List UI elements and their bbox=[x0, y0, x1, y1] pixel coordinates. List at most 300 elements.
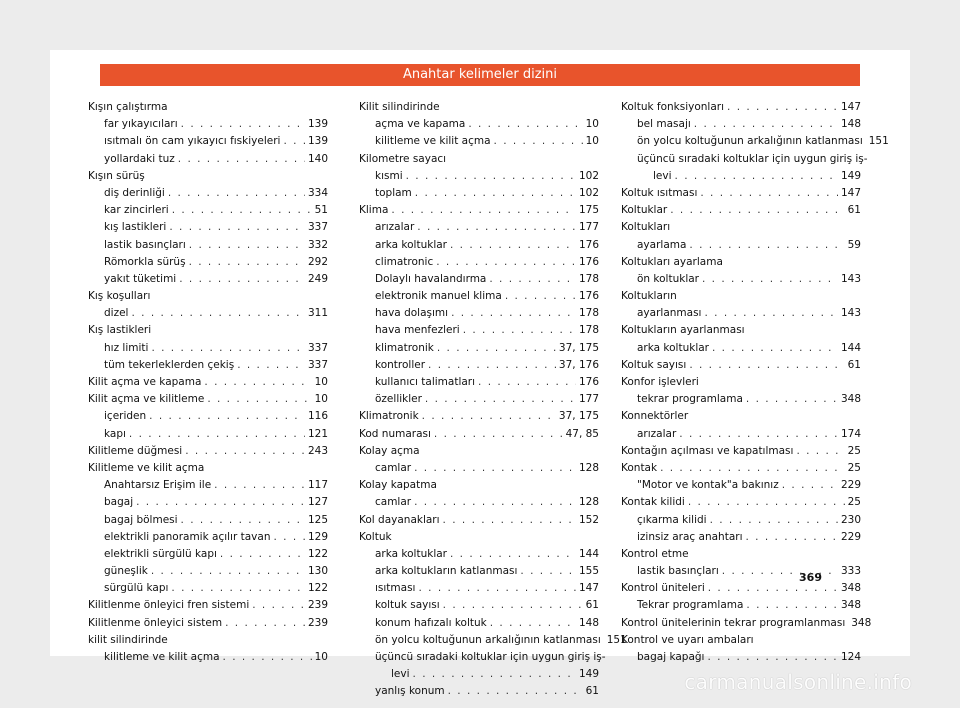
index-entry-term: camlar bbox=[375, 461, 412, 474]
index-entry bbox=[359, 512, 599, 529]
leader-dots bbox=[185, 443, 305, 460]
index-entry-page: 178 bbox=[578, 272, 599, 285]
index-entry bbox=[88, 322, 328, 339]
leader-dots bbox=[660, 460, 845, 477]
index-entry-term: far yıkayıcıları bbox=[104, 118, 178, 131]
index-title-banner: Anahtar kelimeler dizini bbox=[100, 64, 860, 86]
index-entry bbox=[621, 151, 868, 168]
leader-dots bbox=[782, 477, 838, 494]
index-entry-page: 151 bbox=[606, 633, 627, 646]
index-entry bbox=[88, 615, 328, 632]
leader-dots bbox=[252, 597, 305, 614]
index-entry-page: 25 bbox=[847, 444, 861, 457]
index-entry-term: yakıt tüketimi bbox=[104, 272, 177, 285]
leader-dots bbox=[722, 563, 838, 580]
index-entry-term: kullanıcı talimatları bbox=[375, 376, 476, 388]
index-entry-term: tekrar programlama bbox=[637, 393, 743, 406]
index-entry-term: arka koltukların katlanması bbox=[375, 565, 518, 578]
index-entry-term: yanlış konum bbox=[375, 685, 445, 698]
index-entry bbox=[359, 288, 599, 305]
index-entry bbox=[359, 649, 606, 666]
index-entry bbox=[621, 254, 861, 271]
index-entry-page: 239 bbox=[307, 599, 328, 612]
index-entry bbox=[359, 391, 599, 408]
leader-dots bbox=[702, 271, 838, 288]
index-entry bbox=[88, 202, 328, 219]
index-entry-page: 249 bbox=[307, 272, 328, 285]
index-entry-term: camlar bbox=[375, 496, 412, 509]
index-entry-term: ısıtmalı ön cam yıkayıcı fıskiyeleri bbox=[104, 135, 281, 148]
index-entry bbox=[359, 546, 599, 563]
index-entry-page: 139 bbox=[307, 135, 328, 148]
index-entry-term: dizel bbox=[104, 307, 129, 320]
index-entry bbox=[621, 219, 861, 236]
index-entry bbox=[621, 529, 861, 546]
index-entry-term: kontroller bbox=[375, 358, 426, 371]
index-entry-term: sürgülü kapı bbox=[104, 582, 169, 595]
leader-dots bbox=[151, 340, 305, 357]
index-entry-page: 143 bbox=[840, 272, 861, 285]
index-entry-term: klimatronik bbox=[375, 341, 434, 354]
leader-dots bbox=[520, 563, 576, 580]
index-entry-term: kar zincirleri bbox=[104, 204, 169, 217]
index-entry bbox=[359, 219, 599, 236]
index-entry-term: Kilit açma ve kilitleme bbox=[88, 393, 205, 406]
leader-dots bbox=[237, 357, 305, 374]
index-entry-term: Kontağın açılması ve kapatılması bbox=[621, 444, 794, 457]
index-entry-term: Kilitleme ve kilit açma bbox=[88, 461, 205, 474]
index-entry-page: 121 bbox=[307, 427, 328, 440]
index-entry-page: 37, 175 bbox=[558, 410, 599, 423]
index-entry bbox=[621, 580, 861, 597]
leader-dots bbox=[418, 580, 575, 597]
index-entry bbox=[621, 426, 861, 443]
index-entry bbox=[88, 133, 328, 150]
index-entry-term: içeriden bbox=[104, 410, 147, 423]
index-entry-page: 37, 175 bbox=[558, 341, 599, 354]
index-entry-page: 178 bbox=[578, 324, 599, 337]
leader-dots bbox=[746, 529, 838, 546]
index-entry bbox=[88, 151, 328, 168]
index-entry-page: 292 bbox=[307, 255, 328, 268]
leader-dots bbox=[494, 133, 583, 150]
index-entry bbox=[88, 237, 328, 254]
index-entry-term: lastik basınçları bbox=[637, 565, 719, 578]
leader-dots bbox=[214, 477, 305, 494]
index-entry-term: Kilitleme düğmesi bbox=[88, 444, 183, 457]
index-entry-page: 37, 176 bbox=[558, 358, 599, 371]
index-entry bbox=[88, 408, 328, 425]
index-entry-term: Klima bbox=[359, 204, 389, 217]
index-entry-page: 178 bbox=[578, 307, 599, 320]
leader-dots bbox=[675, 168, 838, 185]
index-entry-term: ön koltuklar bbox=[637, 272, 699, 285]
index-entry bbox=[621, 185, 861, 202]
index-entry-term: tüm tekerleklerden çekiş bbox=[104, 358, 235, 371]
index-entry-term: arızalar bbox=[637, 427, 677, 440]
leader-dots bbox=[450, 546, 576, 563]
index-entry-page: 337 bbox=[307, 341, 328, 354]
index-entry-page: 147 bbox=[578, 582, 599, 595]
index-entry bbox=[88, 288, 328, 305]
index-entry-term: Konnektörler bbox=[621, 410, 689, 423]
index-entry-term: levi bbox=[653, 169, 672, 182]
index-entry-page: 230 bbox=[840, 513, 861, 526]
index-entry bbox=[88, 168, 328, 185]
index-entry-term: arızalar bbox=[375, 221, 415, 234]
index-entry bbox=[88, 649, 328, 666]
index-entry-term: Kış koşulları bbox=[88, 290, 151, 303]
index-entry bbox=[88, 357, 328, 374]
index-entry-page: 348 bbox=[840, 582, 861, 595]
index-entry bbox=[359, 202, 599, 219]
leader-dots bbox=[689, 237, 844, 254]
index-entry-term: arka koltuklar bbox=[637, 341, 709, 354]
index-entry-term: özellikler bbox=[375, 393, 422, 406]
index-entry-term: diş derinliği bbox=[104, 186, 165, 199]
index-entry bbox=[621, 305, 861, 322]
leader-dots bbox=[181, 512, 305, 529]
index-entry bbox=[88, 185, 328, 202]
leader-dots bbox=[468, 116, 582, 133]
index-entry-term: Römorkla sürüş bbox=[104, 255, 186, 268]
index-entry-term: hava menfezleri bbox=[375, 324, 460, 337]
leader-dots bbox=[436, 254, 576, 271]
index-entry bbox=[621, 202, 861, 219]
index-entry-term: kilit silindirinde bbox=[88, 633, 168, 646]
index-entry bbox=[359, 237, 599, 254]
leader-dots bbox=[425, 391, 576, 408]
leader-dots bbox=[796, 443, 844, 460]
leader-dots bbox=[689, 357, 844, 374]
index-entry-term: ön yolcu koltuğunun arkalığının katlanması bbox=[637, 135, 863, 148]
index-entry bbox=[359, 99, 599, 116]
index-entry-term: kapı bbox=[104, 427, 126, 440]
leader-dots bbox=[688, 494, 845, 511]
index-entry-term: Koltuk fonksiyonları bbox=[621, 101, 725, 113]
index-entry-page: 149 bbox=[578, 668, 599, 681]
index-entry-page: 152 bbox=[578, 513, 599, 526]
index-entry bbox=[621, 391, 861, 408]
leader-dots bbox=[422, 408, 556, 425]
leader-dots bbox=[225, 615, 305, 632]
index-entry-term: kış lastikleri bbox=[104, 221, 167, 234]
index-entry-term: Koltuklar bbox=[621, 204, 668, 217]
index-entry bbox=[88, 563, 328, 580]
index-entry-term: Kışın sürüş bbox=[88, 169, 145, 182]
index-entry bbox=[88, 271, 328, 288]
leader-dots bbox=[746, 391, 838, 408]
leader-dots bbox=[490, 615, 576, 632]
leader-dots bbox=[406, 168, 576, 185]
index-entry bbox=[359, 374, 599, 391]
index-entry-term: kısmi bbox=[375, 169, 403, 182]
leader-dots bbox=[178, 151, 305, 168]
index-entry-page: 10 bbox=[314, 376, 328, 388]
index-entry-term: bagaj bbox=[104, 496, 134, 509]
index-entry-page: 176 bbox=[578, 376, 599, 388]
index-entry bbox=[88, 512, 328, 529]
index-entry-term: ön yolcu koltuğunun arkalığının katlanması bbox=[375, 633, 601, 646]
leader-dots bbox=[391, 202, 576, 219]
index-entry bbox=[359, 168, 599, 185]
index-entry bbox=[88, 597, 328, 614]
index-entry bbox=[359, 322, 599, 339]
leader-dots bbox=[489, 271, 576, 288]
index-entry-page: 128 bbox=[578, 496, 599, 509]
index-entry bbox=[88, 443, 328, 460]
index-entry-page: 229 bbox=[840, 530, 861, 543]
index-entry bbox=[621, 340, 861, 357]
index-entry-term: Kışın çalıştırma bbox=[88, 101, 168, 113]
index-entry-term: çıkarma kilidi bbox=[637, 513, 707, 526]
index-column-3 bbox=[621, 99, 889, 666]
index-entry-term: bagaj bölmesi bbox=[104, 513, 178, 526]
index-entry-page: 127 bbox=[307, 496, 328, 509]
leader-dots bbox=[505, 288, 576, 305]
index-entry-term: izinsiz araç anahtarı bbox=[637, 530, 743, 543]
index-entry bbox=[359, 254, 599, 271]
leader-dots bbox=[437, 340, 556, 357]
index-entry-page: 61 bbox=[847, 358, 861, 371]
index-entry-page: 122 bbox=[307, 582, 328, 595]
index-entry-term: Koltukların bbox=[621, 290, 677, 303]
index-entry bbox=[621, 322, 861, 339]
index-entry-page: 117 bbox=[307, 479, 328, 492]
index-entry bbox=[621, 443, 861, 460]
index-entry bbox=[621, 494, 861, 511]
index-entry bbox=[621, 512, 861, 529]
index-entry-page: 10 bbox=[314, 651, 328, 663]
index-entry-page: 155 bbox=[578, 565, 599, 578]
leader-dots bbox=[413, 666, 576, 683]
index-entry-term: Kilitlenme önleyici fren sistemi bbox=[88, 599, 250, 612]
index-entry-term: arka koltuklar bbox=[375, 547, 447, 560]
index-entry-term: kilitleme ve kilit açma bbox=[375, 135, 491, 148]
leader-dots bbox=[707, 649, 837, 666]
index-entry-term: hız limiti bbox=[104, 341, 149, 354]
index-entry-page: 149 bbox=[840, 169, 861, 182]
leader-dots bbox=[746, 597, 838, 614]
index-entry-term: toplam bbox=[375, 186, 412, 199]
index-entry-page: 333 bbox=[840, 565, 861, 578]
index-entry-term: Kod numarası bbox=[359, 427, 431, 440]
index-entry-term: ayarlanması bbox=[637, 307, 702, 320]
leader-dots bbox=[220, 546, 305, 563]
index-entry-term: hava dolaşımı bbox=[375, 307, 449, 320]
index-entry-term: Dolaylı havalandırma bbox=[375, 272, 487, 285]
leader-dots bbox=[463, 322, 576, 339]
index-entry-page: 140 bbox=[307, 152, 328, 165]
index-entry-term: Koltuk sayısı bbox=[621, 358, 687, 371]
index-column-1 bbox=[88, 99, 328, 666]
index-entry bbox=[621, 237, 861, 254]
index-entry-term: açma ve kapama bbox=[375, 118, 466, 131]
index-entry-page: 25 bbox=[847, 461, 861, 474]
index-entry-term: Kolay açma bbox=[359, 444, 420, 457]
index-entry-page: 130 bbox=[307, 565, 328, 578]
index-entry-page: 128 bbox=[578, 461, 599, 474]
index-entry bbox=[88, 632, 328, 649]
leader-dots bbox=[273, 529, 304, 546]
index-entry-page: 337 bbox=[307, 358, 328, 371]
index-entry-term: arka koltuklar bbox=[375, 238, 447, 251]
leader-dots bbox=[149, 408, 305, 425]
index-entry-term: Tekrar programlama bbox=[637, 599, 744, 612]
index-entry bbox=[359, 615, 599, 632]
index-entry bbox=[88, 305, 328, 322]
index-entry-page: 139 bbox=[307, 118, 328, 131]
index-entry-term: ısıtması bbox=[375, 582, 416, 595]
index-entry-page: 122 bbox=[307, 547, 328, 560]
index-entry bbox=[88, 340, 328, 357]
index-entry bbox=[359, 529, 599, 546]
index-entry-term: Koltuk ısıtması bbox=[621, 186, 698, 199]
leader-dots bbox=[478, 374, 576, 391]
index-entry bbox=[621, 460, 861, 477]
index-entry-page: 337 bbox=[307, 221, 328, 234]
index-entry-page: 175 bbox=[578, 204, 599, 217]
index-entry bbox=[359, 666, 599, 683]
index-entry-term: Koltukları ayarlama bbox=[621, 255, 723, 268]
index-entry-page: 176 bbox=[578, 238, 599, 251]
index-entry-term: Koltukların ayarlanması bbox=[621, 324, 745, 337]
leader-dots bbox=[204, 374, 311, 391]
index-entry bbox=[88, 546, 328, 563]
index-entry bbox=[359, 683, 599, 700]
index-entry bbox=[621, 168, 861, 185]
index-entry-term: Kol dayanakları bbox=[359, 513, 440, 526]
index-entry-term: elektronik manuel klima bbox=[375, 290, 502, 303]
index-entry-page: 148 bbox=[840, 118, 861, 131]
leader-dots bbox=[443, 512, 576, 529]
index-entry-page: 348 bbox=[851, 616, 872, 629]
index-entry-term: Kontrol ünitelerinin tekrar programlanması bbox=[621, 616, 846, 629]
index-entry-page: 177 bbox=[578, 221, 599, 234]
leader-dots bbox=[700, 185, 838, 202]
index-entry-term: bagaj kapağı bbox=[637, 651, 705, 663]
index-entry bbox=[621, 649, 861, 666]
leader-dots bbox=[451, 305, 576, 322]
index-entry-page: 102 bbox=[578, 169, 599, 182]
index-entry bbox=[88, 477, 328, 494]
index-entry-page: 147 bbox=[840, 186, 861, 199]
index-entry bbox=[621, 357, 861, 374]
index-entry bbox=[621, 271, 861, 288]
index-entry bbox=[359, 597, 599, 614]
leader-dots bbox=[223, 649, 312, 666]
index-entry-page: 243 bbox=[307, 444, 328, 457]
index-entry-term: climatronic bbox=[375, 255, 434, 268]
index-entry bbox=[359, 116, 599, 133]
index-entry bbox=[88, 374, 328, 391]
index-entry-page: 61 bbox=[847, 204, 861, 217]
leader-dots bbox=[131, 305, 304, 322]
index-entry-term: Klimatronik bbox=[359, 410, 419, 423]
leader-dots bbox=[171, 580, 305, 597]
index-entry-term: Kolay kapatma bbox=[359, 479, 437, 492]
index-entry-page: 348 bbox=[840, 393, 861, 406]
leader-dots bbox=[670, 202, 844, 219]
index-entry bbox=[359, 271, 599, 288]
index-entry bbox=[359, 357, 599, 374]
index-entry bbox=[88, 116, 328, 133]
index-entry bbox=[621, 374, 861, 391]
leader-dots bbox=[712, 340, 838, 357]
watermark: carmanualsonline.info bbox=[684, 670, 912, 694]
index-entry-page: 102 bbox=[578, 186, 599, 199]
index-entry-page: 151 bbox=[868, 135, 889, 148]
index-entry-term: güneşlik bbox=[104, 565, 148, 578]
index-entry bbox=[621, 615, 872, 632]
index-entry bbox=[621, 563, 861, 580]
leader-dots bbox=[179, 271, 305, 288]
index-entry bbox=[621, 597, 861, 614]
index-entry-page: 125 bbox=[307, 513, 328, 526]
index-entry-page: 61 bbox=[585, 599, 599, 612]
page-number: 369 bbox=[799, 571, 822, 584]
leader-dots bbox=[283, 133, 305, 150]
leader-dots bbox=[415, 185, 576, 202]
leader-dots bbox=[129, 426, 305, 443]
leader-dots bbox=[434, 426, 563, 443]
leader-dots bbox=[448, 683, 583, 700]
index-entry bbox=[621, 288, 861, 305]
leader-dots bbox=[708, 580, 838, 597]
index-entry bbox=[88, 580, 328, 597]
index-entry-term: Koltukları bbox=[621, 221, 671, 234]
index-entry bbox=[621, 408, 861, 425]
index-entry-page: 59 bbox=[847, 238, 861, 251]
index-entry bbox=[88, 99, 328, 116]
index-entry-term: Kontrol etme bbox=[621, 547, 689, 560]
index-entry bbox=[359, 632, 627, 649]
index-entry-page: 143 bbox=[840, 307, 861, 320]
leader-dots bbox=[189, 254, 305, 271]
index-entry-page: 176 bbox=[578, 255, 599, 268]
index-entry-page: 124 bbox=[840, 651, 861, 663]
index-entry-page: 239 bbox=[307, 616, 328, 629]
index-entry-term: Kilit silindirinde bbox=[359, 101, 440, 113]
index-entry-page: 10 bbox=[314, 393, 328, 406]
index-entry-page: 174 bbox=[840, 427, 861, 440]
index-entry-term: "Motor ve kontak"a bakınız bbox=[637, 479, 779, 492]
index-entry-page: 61 bbox=[585, 685, 599, 698]
leader-dots bbox=[151, 563, 305, 580]
index-entry-term: Konfor işlevleri bbox=[621, 376, 699, 388]
leader-dots bbox=[136, 494, 305, 511]
index-entry bbox=[88, 219, 328, 236]
index-entry bbox=[359, 563, 599, 580]
leader-dots bbox=[414, 460, 576, 477]
index-entry bbox=[621, 632, 861, 649]
index-entry-page: 25 bbox=[847, 496, 861, 509]
index-entry bbox=[359, 408, 599, 425]
index-entry bbox=[621, 133, 889, 150]
index-entry-term: yollardaki tuz bbox=[104, 152, 175, 165]
index-entry-term: Kontak bbox=[621, 461, 658, 474]
leader-dots bbox=[710, 512, 838, 529]
index-entry-term: levi bbox=[391, 668, 410, 681]
index-entry-term: kilitleme ve kilit açma bbox=[104, 651, 220, 663]
index-entry bbox=[88, 391, 328, 408]
index-entry-term: Koltuk bbox=[359, 530, 392, 543]
index-entry-page: 10 bbox=[585, 118, 599, 131]
index-entry-page: 311 bbox=[307, 307, 328, 320]
index-entry-term: ayarlama bbox=[637, 238, 687, 251]
index-entry bbox=[621, 546, 861, 563]
leader-dots bbox=[450, 237, 576, 254]
